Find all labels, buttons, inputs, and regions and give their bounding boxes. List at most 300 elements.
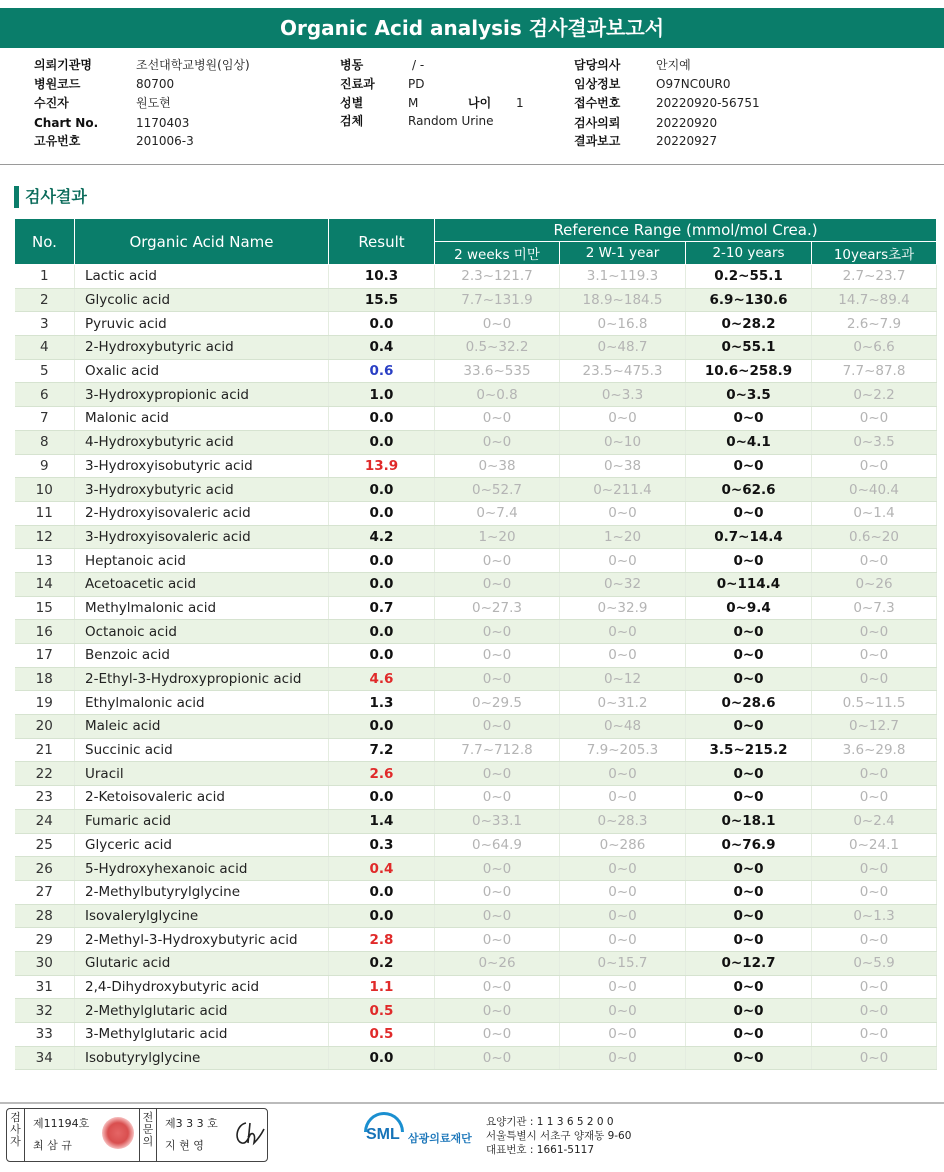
row-number: 4	[15, 336, 75, 360]
doctor-field	[574, 56, 824, 74]
range-2weeks: 0~29.5	[435, 691, 560, 715]
range-over10: 0~2.4	[812, 809, 937, 833]
acid-name: 2-Hydroxyisovaleric acid	[75, 501, 329, 525]
ward-field	[340, 56, 560, 74]
range-1year: 0~0	[560, 762, 686, 786]
table-row	[15, 312, 937, 336]
result-value: 2.6	[329, 762, 435, 786]
acid-name: Glycolic acid	[75, 288, 329, 312]
range-1year: 0~0	[560, 857, 686, 881]
range-over10: 0~0	[812, 620, 937, 644]
row-number: 32	[15, 999, 75, 1023]
table-row	[15, 478, 937, 502]
range-1year: 0~0	[560, 880, 686, 904]
range-over10: 0~6.6	[812, 336, 937, 360]
clinical-info-field	[574, 75, 824, 93]
result-value: 0.4	[329, 336, 435, 360]
table-row	[15, 833, 937, 857]
range-over10: 3.6~29.8	[812, 738, 937, 762]
row-number: 13	[15, 549, 75, 573]
range-over10: 0~0	[812, 762, 937, 786]
unique-no-value: 201006-3	[136, 134, 194, 148]
range-over10: 0~0	[812, 644, 937, 668]
range-1year: 0~10	[560, 430, 686, 454]
inspector-name: 최 삼 규	[33, 1139, 72, 1152]
range-over10: 0~1.3	[812, 904, 937, 928]
range-over10: 0~2.2	[812, 383, 937, 407]
acid-name: Uracil	[75, 762, 329, 786]
range-10years: 0~0	[686, 549, 812, 573]
org-name: 삼광의료재단	[408, 1132, 472, 1145]
range-2weeks: 0~7.4	[435, 501, 560, 525]
row-number: 19	[15, 691, 75, 715]
acid-name: Acetoacetic acid	[75, 572, 329, 596]
result-value: 1.0	[329, 383, 435, 407]
row-number: 31	[15, 975, 75, 999]
table-row	[15, 383, 937, 407]
range-2weeks: 0~0	[435, 880, 560, 904]
table-row	[15, 857, 937, 881]
row-number: 10	[15, 478, 75, 502]
doctor-value: 안지예	[656, 58, 691, 72]
acid-name: Isovalerylglycine	[75, 904, 329, 928]
result-value: 0.0	[329, 572, 435, 596]
supervisor-name: 지 현 영	[165, 1139, 204, 1152]
range-2weeks: 0~0	[435, 644, 560, 668]
row-number: 22	[15, 762, 75, 786]
acid-name: 2-Ketoisovaleric acid	[75, 786, 329, 810]
range-1year: 23.5~475.3	[560, 359, 686, 383]
result-value: 0.0	[329, 786, 435, 810]
row-number: 29	[15, 928, 75, 952]
result-value: 1.4	[329, 809, 435, 833]
range-10years: 0~0	[686, 928, 812, 952]
row-number: 16	[15, 620, 75, 644]
range-1year: 0~38	[560, 454, 686, 478]
range-2weeks: 0~0	[435, 715, 560, 739]
result-value: 0.7	[329, 596, 435, 620]
department-field	[340, 75, 560, 93]
range-10years: 0~0	[686, 786, 812, 810]
range-over10: 0~40.4	[812, 478, 937, 502]
row-number: 21	[15, 738, 75, 762]
table-row	[15, 501, 937, 525]
row-number: 15	[15, 596, 75, 620]
row-number: 25	[15, 833, 75, 857]
request-date-value: 20220920	[656, 116, 718, 130]
range-1year: 3.1~119.3	[560, 265, 686, 289]
range-over10: 0.6~20	[812, 525, 937, 549]
receipt-no-value: 20220920-56751	[656, 96, 760, 110]
range-1year: 0~286	[560, 833, 686, 857]
table-row	[15, 715, 937, 739]
table-row	[15, 336, 937, 360]
row-number: 30	[15, 951, 75, 975]
patient-name-field	[34, 94, 334, 112]
range-1year: 0~0	[560, 928, 686, 952]
specimen-value: Random Urine	[408, 114, 494, 128]
acid-name: 2,4-Dihydroxybutyric acid	[75, 975, 329, 999]
section-title: 검사결과	[14, 186, 87, 208]
result-value: 0.0	[329, 407, 435, 431]
acid-name: 3-Hydroxyisovaleric acid	[75, 525, 329, 549]
range-1year: 0~0	[560, 549, 686, 573]
range-2weeks: 0~0	[435, 857, 560, 881]
range-1year: 0~32	[560, 572, 686, 596]
row-number: 23	[15, 786, 75, 810]
range-over10: 0~0	[812, 975, 937, 999]
range-1year: 0~15.7	[560, 951, 686, 975]
range-over10: 0~0	[812, 880, 937, 904]
range-over10: 0.5~11.5	[812, 691, 937, 715]
header-range-2weeks: 2 weeks 미만	[435, 242, 560, 265]
range-1year: 0~31.2	[560, 691, 686, 715]
range-over10: 0~0	[812, 786, 937, 810]
result-value: 15.5	[329, 288, 435, 312]
institution-field	[34, 56, 334, 74]
hospital-code-field	[34, 75, 334, 93]
range-2weeks: 0~0	[435, 407, 560, 431]
result-value: 0.0	[329, 620, 435, 644]
range-2weeks: 33.6~535	[435, 359, 560, 383]
result-value: 0.5	[329, 999, 435, 1023]
result-value: 0.0	[329, 715, 435, 739]
specimen-field	[340, 112, 560, 130]
row-number: 8	[15, 430, 75, 454]
range-over10: 0~24.1	[812, 833, 937, 857]
table-row	[15, 667, 937, 691]
acid-name: Maleic acid	[75, 715, 329, 739]
table-row	[15, 786, 937, 810]
acid-name: 5-Hydroxyhexanoic acid	[75, 857, 329, 881]
range-1year: 0~28.3	[560, 809, 686, 833]
result-value: 0.6	[329, 359, 435, 383]
range-1year: 7.9~205.3	[560, 738, 686, 762]
table-row	[15, 738, 937, 762]
range-over10: 0~0	[812, 1046, 937, 1070]
range-over10: 0~7.3	[812, 596, 937, 620]
table-row	[15, 572, 937, 596]
row-number: 14	[15, 572, 75, 596]
range-10years: 0~0	[686, 1023, 812, 1047]
chart-no-field	[34, 114, 334, 132]
hospital-code-label: 병원코드	[34, 77, 81, 91]
result-value: 0.0	[329, 430, 435, 454]
patient-info	[0, 52, 944, 164]
result-value: 0.3	[329, 833, 435, 857]
table-row	[15, 928, 937, 952]
footer-divider	[0, 1102, 944, 1104]
range-over10: 0~0	[812, 928, 937, 952]
report-date-value: 20220927	[656, 134, 718, 148]
chart-no-label: Chart No.	[34, 116, 99, 130]
acid-name: 3-Hydroxypropionic acid	[75, 383, 329, 407]
table-row	[15, 407, 937, 431]
seal-stamp-icon	[102, 1117, 134, 1149]
range-10years: 0~114.4	[686, 572, 812, 596]
row-number: 33	[15, 1023, 75, 1047]
range-2weeks: 0~0	[435, 904, 560, 928]
result-value: 0.5	[329, 1023, 435, 1047]
result-value: 0.0	[329, 904, 435, 928]
acid-name: Isobutyrylglycine	[75, 1046, 329, 1070]
request-date-field	[574, 114, 824, 132]
range-10years: 0~62.6	[686, 478, 812, 502]
care-agency: 요양기관 : 1 1 3 6 5 2 0 0	[486, 1116, 614, 1128]
clinical-info-label: 임상정보	[574, 77, 621, 91]
unique-no-label: 고유번호	[34, 134, 81, 148]
range-over10: 0~12.7	[812, 715, 937, 739]
acid-name: Oxalic acid	[75, 359, 329, 383]
range-over10: 14.7~89.4	[812, 288, 937, 312]
range-2weeks: 0~26	[435, 951, 560, 975]
patient-name-value: 원도현	[136, 96, 171, 110]
range-2weeks: 0~0	[435, 928, 560, 952]
range-2weeks: 0~0	[435, 549, 560, 573]
receipt-no-label: 접수번호	[574, 96, 621, 110]
result-value: 0.0	[329, 549, 435, 573]
range-2weeks: 0~0	[435, 572, 560, 596]
row-number: 18	[15, 667, 75, 691]
acid-name: 3-Methylglutaric acid	[75, 1023, 329, 1047]
table-row	[15, 951, 937, 975]
result-value: 7.2	[329, 738, 435, 762]
range-2weeks: 0~0	[435, 620, 560, 644]
age-label: 나이	[468, 96, 492, 110]
supervisor-vertical-label: 전 문 의	[139, 1109, 157, 1161]
range-1year: 0~0	[560, 999, 686, 1023]
acid-name: 2-Methylglutaric acid	[75, 999, 329, 1023]
range-2weeks: 0~0	[435, 1023, 560, 1047]
range-2weeks: 7.7~131.9	[435, 288, 560, 312]
table-row	[15, 880, 937, 904]
range-2weeks: 0~52.7	[435, 478, 560, 502]
sex-label: 성별	[340, 96, 364, 110]
report-date-field	[574, 132, 824, 150]
range-10years: 0~28.2	[686, 312, 812, 336]
table-row	[15, 809, 937, 833]
table-row	[15, 430, 937, 454]
range-10years: 3.5~215.2	[686, 738, 812, 762]
range-over10: 0~0	[812, 667, 937, 691]
table-row	[15, 454, 937, 478]
range-2weeks: 0~0.8	[435, 383, 560, 407]
institution-value: 조선대학교병원(임상)	[136, 58, 250, 72]
range-over10: 2.6~7.9	[812, 312, 937, 336]
range-1year: 0~0	[560, 904, 686, 928]
result-value: 0.0	[329, 644, 435, 668]
table-row	[15, 762, 937, 786]
acid-name: Lactic acid	[75, 265, 329, 289]
range-2weeks: 0~0	[435, 975, 560, 999]
table-row	[15, 525, 937, 549]
report-date-label: 결과보고	[574, 134, 621, 148]
range-1year: 0~48.7	[560, 336, 686, 360]
result-value: 1.3	[329, 691, 435, 715]
chart-no-value: 1170403	[136, 116, 190, 130]
address: 서울특별시 서초구 양재동 9-60	[486, 1130, 632, 1142]
unique-no-field	[34, 132, 334, 150]
header-result: Result	[329, 219, 435, 265]
table-row	[15, 596, 937, 620]
range-2weeks: 0~0	[435, 667, 560, 691]
report-title: Organic Acid analysis 검사결과보고서	[0, 8, 944, 48]
range-over10: 0~0	[812, 549, 937, 573]
range-1year: 0~0	[560, 644, 686, 668]
range-2weeks: 0~33.1	[435, 809, 560, 833]
row-number: 3	[15, 312, 75, 336]
table-row	[15, 644, 937, 668]
request-date-label: 검사의뢰	[574, 116, 621, 130]
range-10years: 0~3.5	[686, 383, 812, 407]
range-10years: 0~0	[686, 880, 812, 904]
row-number: 11	[15, 501, 75, 525]
range-10years: 0~12.7	[686, 951, 812, 975]
result-value: 0.0	[329, 1046, 435, 1070]
result-value: 0.0	[329, 312, 435, 336]
header-name: Organic Acid Name	[75, 219, 329, 265]
range-2weeks: 0~0	[435, 1046, 560, 1070]
range-1year: 0~0	[560, 620, 686, 644]
range-over10: 0~26	[812, 572, 937, 596]
range-2weeks: 0.5~32.2	[435, 336, 560, 360]
range-10years: 0.7~14.4	[686, 525, 812, 549]
range-10years: 0~0	[686, 454, 812, 478]
row-number: 9	[15, 454, 75, 478]
signature-box	[6, 1108, 268, 1162]
result-value: 10.3	[329, 265, 435, 289]
header-range-1year: 2 W-1 year	[560, 242, 686, 265]
result-value: 0.0	[329, 880, 435, 904]
age-field	[468, 94, 558, 112]
patient-name-label: 수진자	[34, 96, 69, 110]
acid-name: 2-Ethyl-3-Hydroxypropionic acid	[75, 667, 329, 691]
row-number: 20	[15, 715, 75, 739]
range-2weeks: 0~38	[435, 454, 560, 478]
acid-name: 3-Hydroxybutyric acid	[75, 478, 329, 502]
row-number: 34	[15, 1046, 75, 1070]
range-10years: 0~9.4	[686, 596, 812, 620]
header-range-10years: 2-10 years	[686, 242, 812, 265]
result-value: 1.1	[329, 975, 435, 999]
receipt-no-field	[574, 94, 824, 112]
table-row	[15, 1046, 937, 1070]
specimen-label: 검체	[340, 114, 364, 128]
row-number: 17	[15, 644, 75, 668]
range-2weeks: 0~0	[435, 999, 560, 1023]
handwritten-signature-icon	[232, 1119, 266, 1149]
inspector-license: 제11194호	[33, 1117, 90, 1130]
range-1year: 0~0	[560, 786, 686, 810]
range-10years: 0~0	[686, 975, 812, 999]
footer-info	[486, 1115, 631, 1157]
row-number: 1	[15, 265, 75, 289]
results-table	[14, 218, 937, 1070]
row-number: 2	[15, 288, 75, 312]
range-1year: 0~12	[560, 667, 686, 691]
result-value: 0.0	[329, 501, 435, 525]
result-value: 4.2	[329, 525, 435, 549]
acid-name: Octanoic acid	[75, 620, 329, 644]
range-over10: 7.7~87.8	[812, 359, 937, 383]
table-row	[15, 999, 937, 1023]
range-10years: 0~0	[686, 762, 812, 786]
range-2weeks: 1~20	[435, 525, 560, 549]
range-10years: 0~0	[686, 644, 812, 668]
acid-name: Benzoic acid	[75, 644, 329, 668]
hospital-code-value: 80700	[136, 77, 175, 91]
sml-logo	[364, 1112, 484, 1156]
range-2weeks: 7.7~712.8	[435, 738, 560, 762]
acid-name: Pyruvic acid	[75, 312, 329, 336]
table-row	[15, 904, 937, 928]
range-10years: 0~28.6	[686, 691, 812, 715]
row-number: 7	[15, 407, 75, 431]
doctor-label: 담당의사	[574, 58, 621, 72]
range-10years: 0~0	[686, 1046, 812, 1070]
header-no: No.	[15, 219, 75, 265]
range-10years: 0.2~55.1	[686, 265, 812, 289]
acid-name: 2-Methylbutyrylglycine	[75, 880, 329, 904]
row-number: 24	[15, 809, 75, 833]
header-reference: Reference Range (mmol/mol Crea.)	[435, 219, 937, 242]
range-1year: 1~20	[560, 525, 686, 549]
range-1year: 0~0	[560, 1046, 686, 1070]
range-10years: 0~4.1	[686, 430, 812, 454]
range-2weeks: 0~0	[435, 786, 560, 810]
range-1year: 0~32.9	[560, 596, 686, 620]
range-2weeks: 0~0	[435, 430, 560, 454]
acid-name: 4-Hydroxybutyric acid	[75, 430, 329, 454]
range-over10: 0~1.4	[812, 501, 937, 525]
range-2weeks: 0~0	[435, 312, 560, 336]
range-over10: 0~5.9	[812, 951, 937, 975]
acid-name: Methylmalonic acid	[75, 596, 329, 620]
range-10years: 0~55.1	[686, 336, 812, 360]
range-2weeks: 0~64.9	[435, 833, 560, 857]
logo-text: SML	[366, 1126, 400, 1143]
row-number: 6	[15, 383, 75, 407]
table-row	[15, 265, 937, 289]
department-value: PD	[408, 77, 425, 91]
range-2weeks: 0~27.3	[435, 596, 560, 620]
range-over10: 0~0	[812, 454, 937, 478]
range-over10: 0~0	[812, 407, 937, 431]
range-10years: 0~0	[686, 715, 812, 739]
phone: 대표번호 : 1661-5117	[486, 1144, 595, 1156]
range-10years: 0~76.9	[686, 833, 812, 857]
row-number: 12	[15, 525, 75, 549]
acid-name: 2-Hydroxybutyric acid	[75, 336, 329, 360]
supervisor-license: 제3 3 3 호	[165, 1117, 218, 1130]
range-2weeks: 0~0	[435, 762, 560, 786]
acid-name: Glutaric acid	[75, 951, 329, 975]
acid-name: Succinic acid	[75, 738, 329, 762]
table-row	[15, 288, 937, 312]
ward-label: 병동	[340, 58, 364, 72]
acid-name: 3-Hydroxyisobutyric acid	[75, 454, 329, 478]
range-1year: 18.9~184.5	[560, 288, 686, 312]
result-value: 0.2	[329, 951, 435, 975]
range-over10: 0~3.5	[812, 430, 937, 454]
range-1year: 0~3.3	[560, 383, 686, 407]
result-value: 0.0	[329, 478, 435, 502]
result-value: 0.4	[329, 857, 435, 881]
header-range-over10: 10years초과	[812, 242, 937, 265]
result-value: 4.6	[329, 667, 435, 691]
clinical-info-value: O97NC0UR0	[656, 77, 731, 91]
range-10years: 0~0	[686, 407, 812, 431]
